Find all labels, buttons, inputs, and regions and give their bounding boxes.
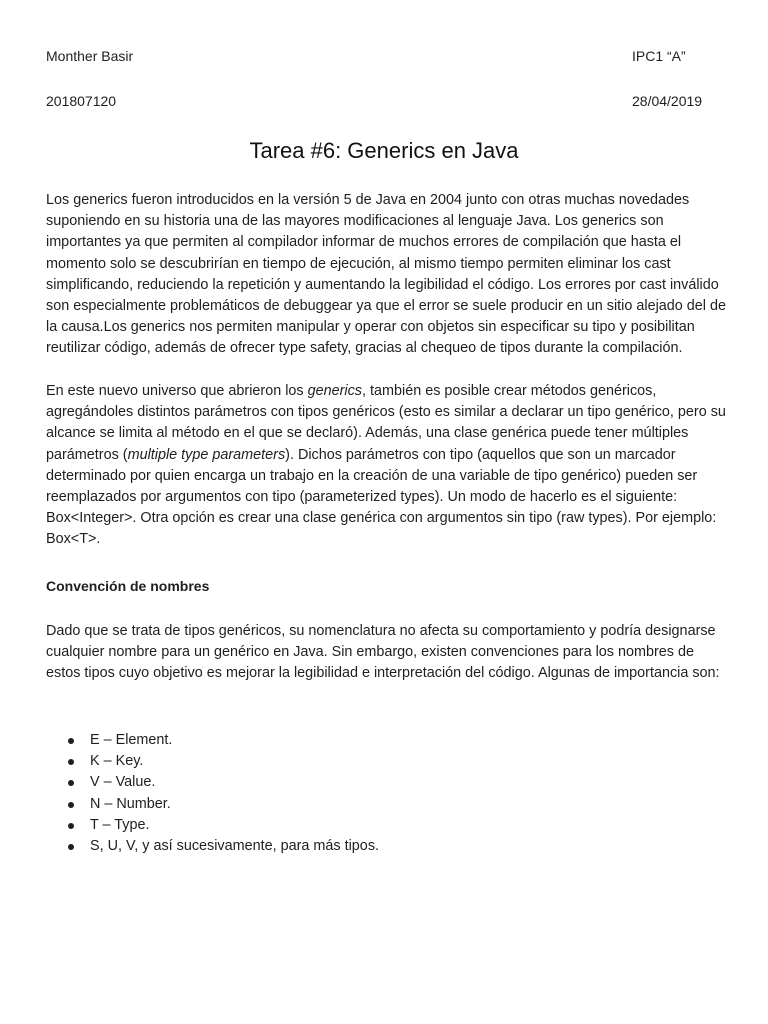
- author-name: Monther Basir: [46, 48, 134, 64]
- student-id: 201807120: [46, 93, 117, 109]
- bullet-icon: [68, 780, 74, 786]
- italic-term: multiple type parameters: [127, 446, 286, 463]
- paragraph-text: , también es posible crear métodos genéricos, agregándoles distintos parámetros con tipos genéricos (esto es similar a declarar un tipo genérico, pero su alcance se limita al método en el que se declaró). Además, una clase genérica puede tener múltiples parámetros (: [46, 383, 726, 463]
- naming-conventions-list: [46, 730, 379, 857]
- bullet-icon: [68, 759, 74, 765]
- bullet-icon: [68, 802, 74, 808]
- intro-paragraph: Los generics fueron introducidos en la versión 5 de Java en 2004 junto con otras muchas novedades suponiendo en su historia una de las mayores modificaciones al lenguaje Java. Los generics son importantes ya que permiten al compilador informar de muchos errores de compilación que hasta el momento solo se descubrirían en tiempo de ejecución, al mismo tiempo permiten eliminar los cast simplificando, reduciendo la repetición y aumentando la legibilidad el código. Los errores por cast inválido son especialmente problemáticos de debuggear ya que el error se suele producir en un sitio alejado del de la causa.Los generics nos permiten manipular y operar con objetos sin especificar su tipo y posibilitan reutilizar código, además de ofrecer type safety, gracias al chequeo de tipos durante la compilación.: [46, 192, 726, 357]
- course-name: IPC1 “A”: [632, 48, 686, 64]
- list-item-text: N – Number.: [90, 795, 171, 812]
- bullet-icon: [68, 844, 74, 850]
- list-item: [46, 751, 379, 772]
- list-item: [46, 794, 379, 815]
- list-item-text: T – Type.: [90, 816, 150, 833]
- document-date: 28/04/2019: [632, 93, 703, 109]
- section-heading: Convención de nombres: [46, 578, 210, 594]
- paragraph-text: En este nuevo universo que abrieron los: [46, 383, 308, 399]
- list-item-text: S, U, V, y así sucesivamente, para más tipos.: [90, 838, 380, 855]
- list-item-text: V – Value.: [90, 774, 156, 791]
- document-title: Tarea #6: Generics en Java: [249, 138, 519, 163]
- italic-term: generics: [307, 383, 363, 399]
- bullet-icon: [68, 823, 74, 829]
- list-item: [46, 730, 379, 751]
- list-item-text: E – Element.: [90, 732, 173, 748]
- list-item: [46, 772, 379, 793]
- paragraph-text: ). Dichos parámetros con tipo (aquellos que son un marcador determinado por quien encarga un trabajo en la creación de una variable de tipo genérico) pueden ser reemplazados por argumentos con tipo (parameterized types). Un modo de hacerlo es el siguiente: Box<Integer>. Otra opción es crear una clase genérica con argumentos sin tipo (raw types). Por ejemplo: Box<T>.: [46, 446, 717, 548]
- list-item-text: K – Key.: [90, 753, 144, 770]
- list-item: [46, 836, 379, 857]
- list-item: [46, 815, 379, 836]
- generic-methods-paragraph: [46, 381, 726, 551]
- naming-paragraph: Dado que se trata de tipos genéricos, su nomenclatura no afecta su comportamiento y podría designarse cualquier nombre para un genérico en Java. Sin embargo, existen convenciones para los nombres de estos tipos cuyo objetivo es mejorar la legibilidad e interpretación del código. Algunas de importancia son:: [46, 623, 720, 682]
- bullet-icon: [68, 738, 74, 744]
